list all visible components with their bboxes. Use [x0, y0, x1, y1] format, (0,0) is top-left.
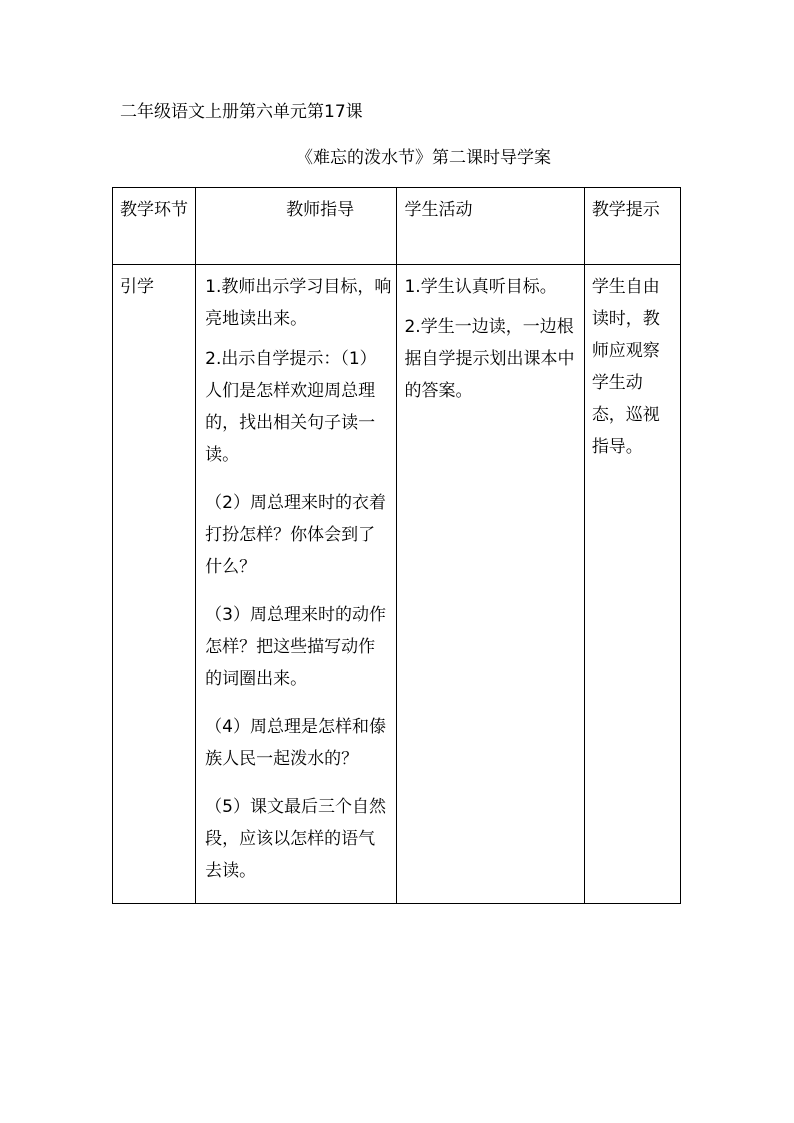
header-cell-student	[397, 188, 584, 265]
student-step-2: 2.学生一边读，一边根据自学提示划出课本中的答案。	[404, 317, 575, 401]
header-cell-stage	[113, 188, 196, 265]
teaching-tip-text: 学生自由读时，教师应观察学生动态，巡视指导。	[591, 277, 660, 457]
teacher-step-3: （2）周总理来时的衣着打扮怎样？你体会到了什么？	[205, 493, 386, 577]
stage-cell	[113, 265, 196, 904]
header-cell-tip	[584, 188, 680, 265]
document-title: 《难忘的泼水节》第二课时导学案	[296, 148, 551, 168]
teacher-step-4: （3）周总理来时的动作怎样？把这些描写动作的词圈出来。	[205, 605, 386, 689]
table-row	[113, 265, 681, 904]
table-header-row	[113, 188, 681, 265]
teacher-step-5: （4）周总理是怎样和傣族人民一起泼水的？	[205, 717, 386, 769]
teacher-guidance-cell	[196, 265, 397, 904]
student-activity-cell	[397, 265, 584, 904]
teaching-tip-cell	[584, 265, 680, 904]
header-cell-teacher	[196, 188, 397, 265]
teacher-step-1: 1.教师出示学习目标，响亮地读出来。	[205, 277, 392, 329]
lesson-plan-table	[112, 187, 681, 904]
header-stage-label: 教学环节	[120, 200, 188, 220]
stage-text: 引学	[120, 277, 154, 297]
header-student-label: 学生活动	[404, 200, 473, 220]
header-teacher-label: 教师指导	[286, 200, 355, 220]
teacher-step-2: 2.出示自学提示：（1）人们是怎样欢迎周总理的，找出相关句子读一读。	[205, 349, 377, 465]
header-tip-label: 教学提示	[591, 200, 660, 220]
teacher-step-6: （5）课文最后三个自然段，应该以怎样的语气去读。	[205, 797, 386, 881]
student-step-1: 1.学生认真听目标。	[404, 277, 557, 297]
course-info: 二年级语文上册第六单元第17课	[120, 102, 363, 122]
